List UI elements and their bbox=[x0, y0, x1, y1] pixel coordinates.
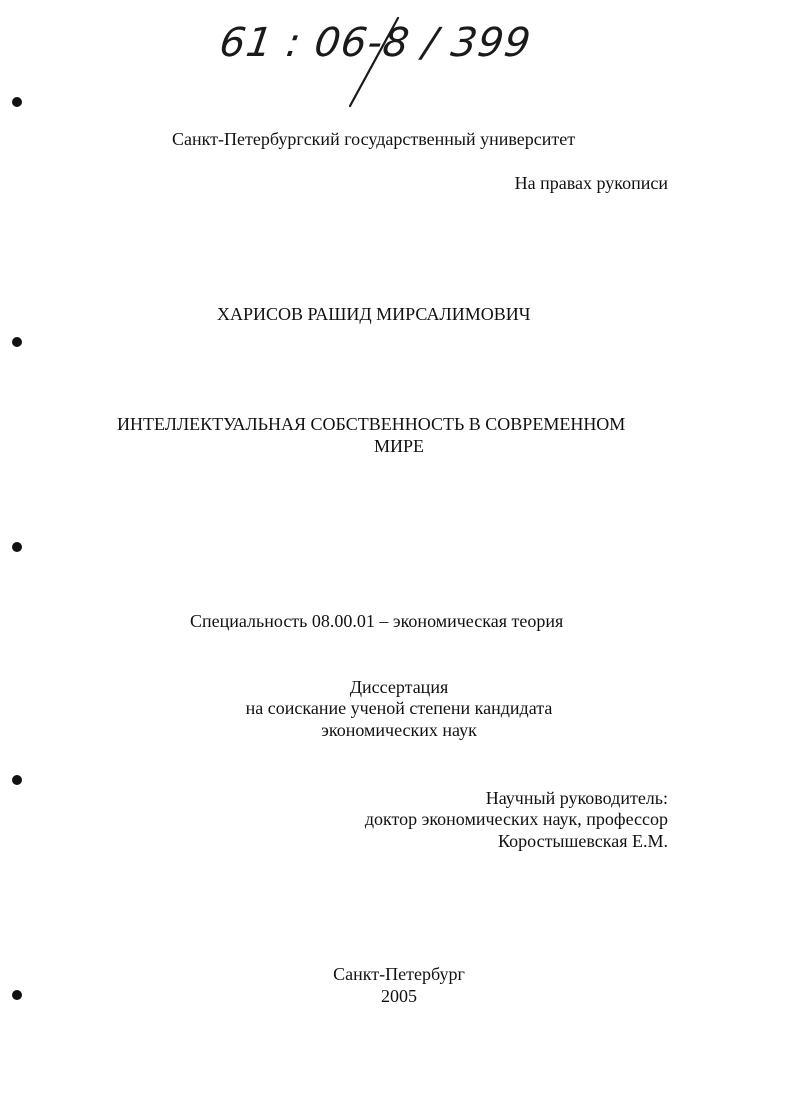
dissertation-degree: на соискание ученой степени кандидата bbox=[245, 698, 553, 718]
punch-hole-mark bbox=[12, 542, 22, 552]
specialty: Специальность 08.00.01 – экономическая теория bbox=[190, 611, 564, 631]
dissertation-label: Диссертация bbox=[349, 677, 449, 697]
catalog-code-text: 61 : 06-8 / 399 bbox=[216, 20, 535, 66]
punch-hole-mark bbox=[12, 337, 22, 347]
supervisor-label: Научный руководитель: bbox=[485, 788, 668, 808]
handwriting-stroke bbox=[210, 10, 490, 110]
title-line-1: ИНТЕЛЛЕКТУАЛЬНАЯ СОБСТВЕННОСТЬ В СОВРЕМЕННОМ bbox=[117, 414, 626, 434]
dissertation-field: экономических наук bbox=[321, 720, 477, 740]
city: Санкт-Петербург bbox=[333, 964, 465, 984]
title-line-2: МИРЕ bbox=[373, 436, 424, 456]
year: 2005 bbox=[381, 986, 417, 1006]
author-name: ХАРИСОВ РАШИД МИРСАЛИМОВИЧ bbox=[217, 304, 531, 324]
punch-hole-mark bbox=[12, 775, 22, 785]
supervisor-name: Коростышевская Е.М. bbox=[498, 831, 668, 851]
university-name: Санкт-Петербургский государственный университет bbox=[172, 129, 576, 149]
handwritten-catalog-code bbox=[210, 10, 535, 110]
punch-hole-mark bbox=[12, 97, 22, 107]
manuscript-rights-note: На правах рукописи bbox=[514, 173, 668, 193]
supervisor-degree: доктор экономических наук, профессор bbox=[364, 809, 668, 829]
